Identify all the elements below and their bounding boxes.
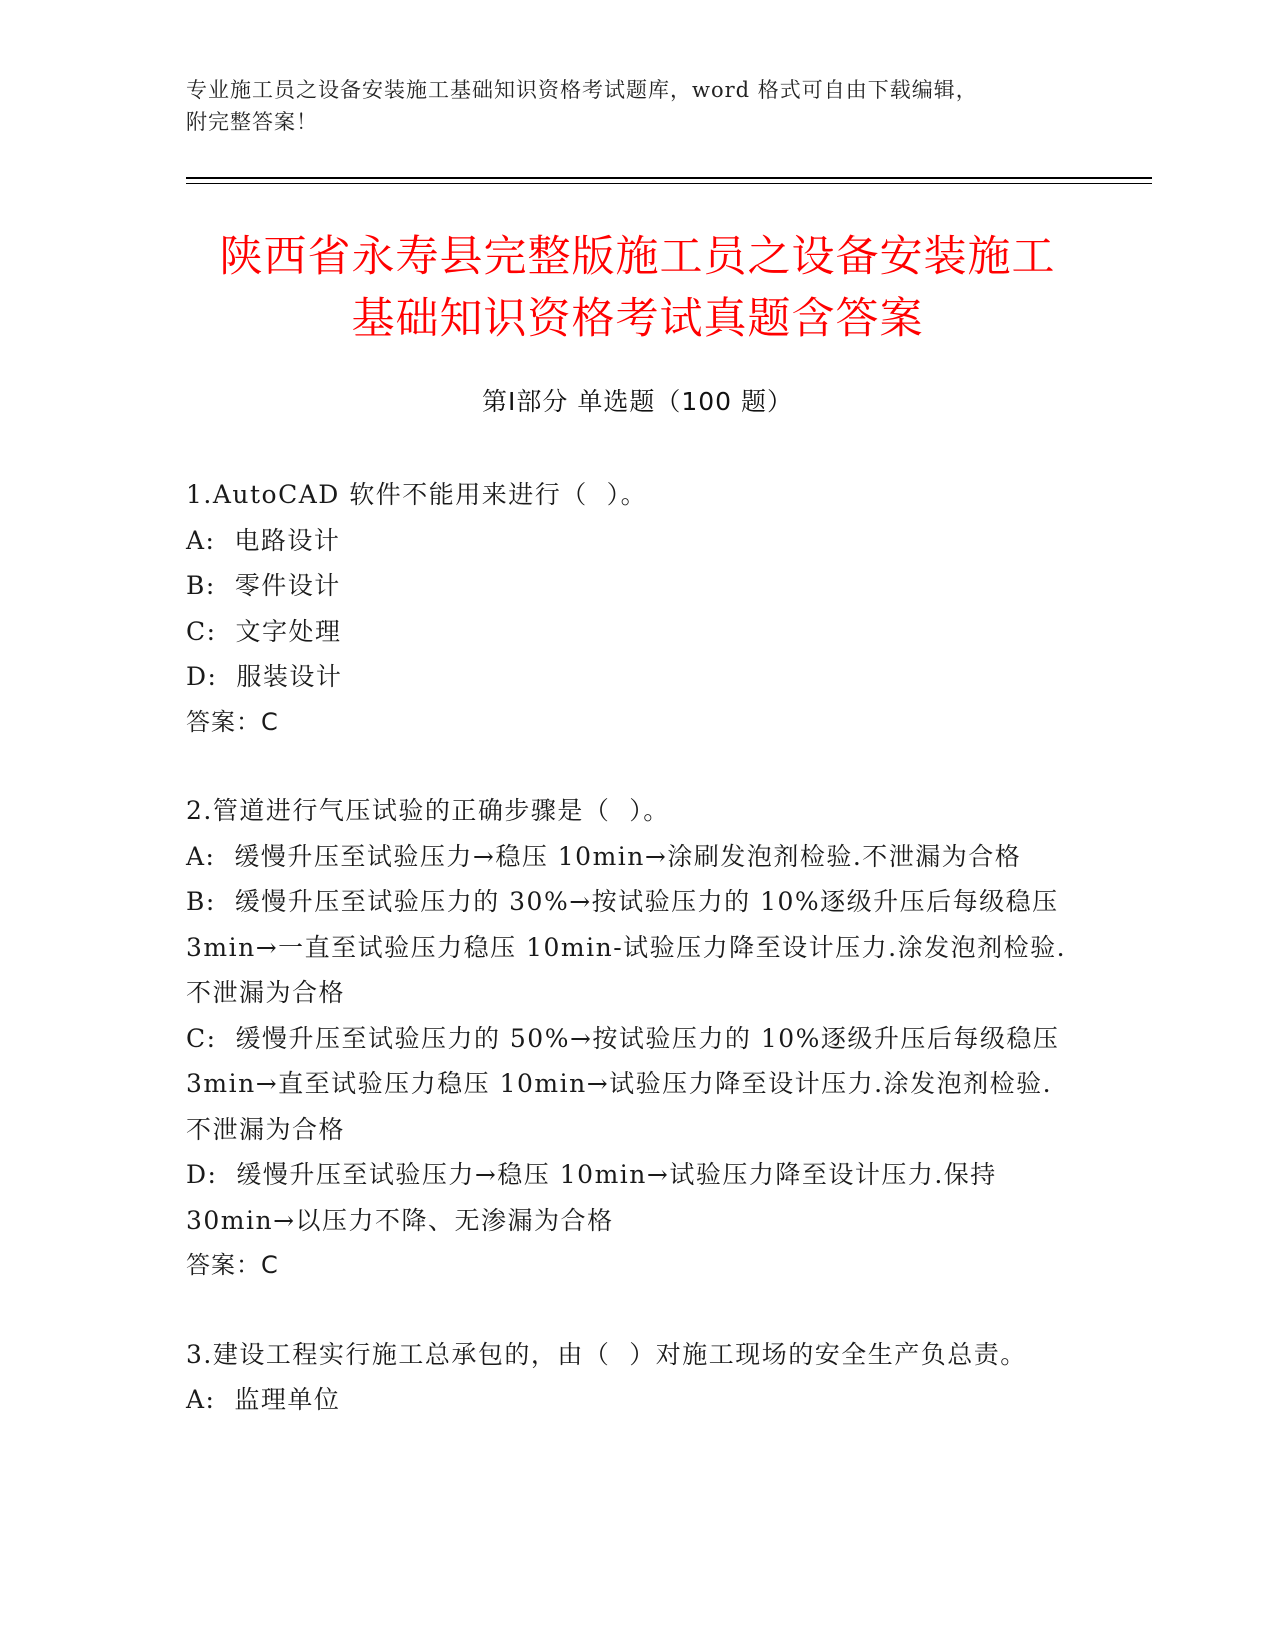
document-title-line1: 陕西省永寿县完整版施工员之设备安装施工 <box>219 232 1056 282</box>
header-rule-thick <box>186 177 1152 179</box>
header-note-line1: 专业施工员之设备安装施工基础知识资格考试题库，word 格式可自由下载编辑， <box>186 78 978 102</box>
option-d: D: 服装设计 <box>186 662 343 691</box>
answer: 答案：C <box>186 707 279 736</box>
option-b: B: 缓慢升压至试验压力的 30%→按试验压力的 10%逐级升压后每级稳压 3min→一直至试验压力稳压 10min-试验压力降至设计压力.涂发泡剂检验.不泄漏为合格 <box>186 887 1069 1007</box>
question-stem: 3.建设工程实行施工总承包的，由（ ）对施工现场的安全生产负总责。 <box>186 1339 1027 1369</box>
section-title: 第Ⅰ部分 单选题（100 题） <box>482 387 793 416</box>
option-b: B: 零件设计 <box>186 571 341 600</box>
option-a: A: 缓慢升压至试验压力→稳压 10min→涂刷发泡剂检验.不泄漏为合格 <box>186 841 1022 871</box>
question-3 <box>186 1332 1076 1423</box>
option-c: C: 缓慢升压至试验压力的 50%→按试验压力的 10%逐级升压后每级稳压 3min→直至试验压力稳压 10min→试验压力降至设计压力.涂发泡剂检验.不泄漏为合格 <box>186 1023 1069 1144</box>
header-note <box>186 74 1086 138</box>
option-a: A: 监理单位 <box>186 1385 341 1414</box>
document-title-line2: 基础知识资格考试真题含答案 <box>351 294 924 344</box>
option-d: D: 缓慢升压至试验压力→稳压 10min→试验压力降至设计压力.保持 30min→以压力不降、无渗漏为合格 <box>186 1160 1007 1235</box>
document-title <box>150 226 1125 350</box>
header-rule-thin <box>186 183 1152 184</box>
question-1 <box>186 472 1076 745</box>
question-stem: 1.AutoCAD 软件不能用来进行（ ）。 <box>186 480 648 509</box>
question-list <box>186 472 1076 1466</box>
question-stem: 2.管道进行气压试验的正确步骤是（ ）。 <box>186 796 670 825</box>
header-note-line2: 附完整答案！ <box>186 110 318 134</box>
option-a: A: 电路设计 <box>186 525 341 555</box>
answer: 答案：C <box>186 1251 279 1279</box>
question-2 <box>186 788 1076 1289</box>
option-c: C: 文字处理 <box>186 616 342 646</box>
